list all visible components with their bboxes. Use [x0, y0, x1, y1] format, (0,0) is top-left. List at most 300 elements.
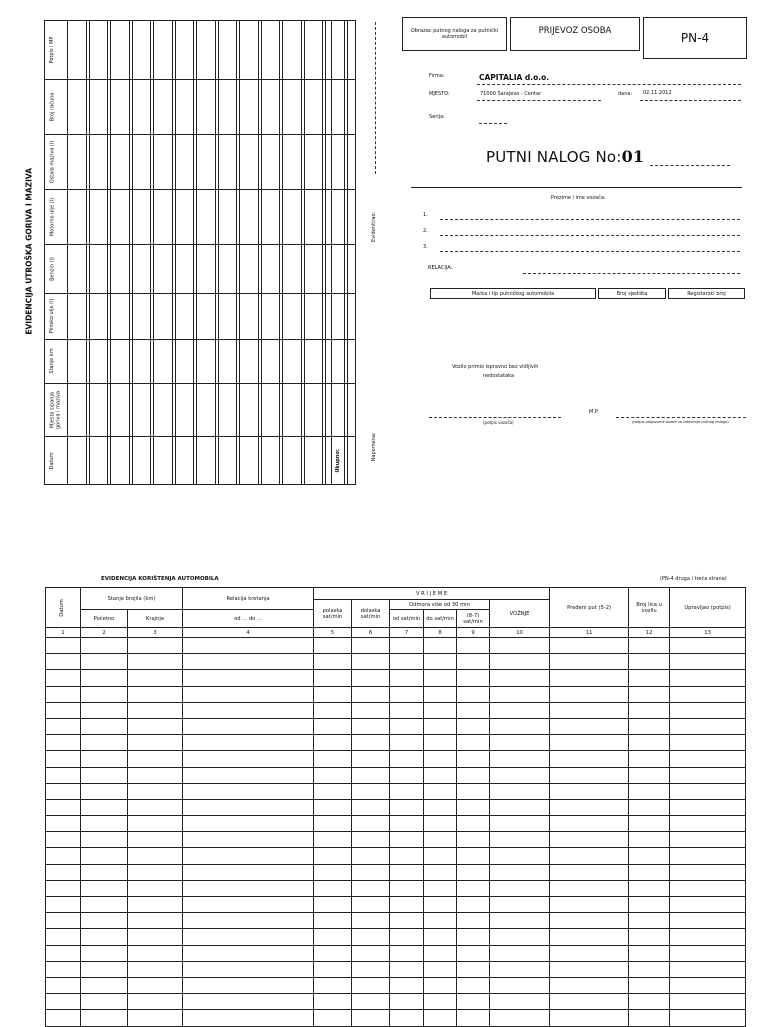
table-cell[interactable]: [550, 832, 629, 848]
table-cell[interactable]: [424, 897, 457, 913]
table-cell[interactable]: [314, 848, 352, 864]
table-cell[interactable]: [424, 929, 457, 945]
table-cell[interactable]: [390, 832, 424, 848]
table-cell[interactable]: [390, 913, 424, 929]
table-cell[interactable]: [128, 929, 183, 945]
table-cell[interactable]: [550, 767, 629, 783]
table-cell[interactable]: [424, 735, 457, 751]
table-cell[interactable]: [352, 848, 390, 864]
table-cell[interactable]: [46, 702, 81, 718]
table-cell[interactable]: [550, 751, 629, 767]
table-cell[interactable]: [390, 670, 424, 686]
table-cell[interactable]: [352, 913, 390, 929]
table-cell[interactable]: [670, 977, 746, 993]
table-cell[interactable]: [183, 799, 314, 815]
table-cell[interactable]: [183, 702, 314, 718]
table-cell[interactable]: [128, 994, 183, 1010]
table-cell[interactable]: [128, 670, 183, 686]
table-cell[interactable]: [46, 945, 81, 961]
table-cell[interactable]: [670, 751, 746, 767]
table-cell[interactable]: [81, 767, 128, 783]
table-cell[interactable]: [670, 864, 746, 880]
table-cell[interactable]: [490, 945, 550, 961]
table-cell[interactable]: [670, 994, 746, 1010]
table-cell[interactable]: [128, 848, 183, 864]
table-cell[interactable]: [46, 929, 81, 945]
table-cell[interactable]: [314, 864, 352, 880]
table-cell[interactable]: [352, 702, 390, 718]
table-cell[interactable]: [352, 799, 390, 815]
table-cell[interactable]: [550, 816, 629, 832]
table-cell[interactable]: [314, 961, 352, 977]
table-cell[interactable]: [629, 670, 670, 686]
table-cell[interactable]: [352, 783, 390, 799]
table-cell[interactable]: [457, 961, 490, 977]
table-cell[interactable]: [490, 994, 550, 1010]
table-cell[interactable]: [390, 783, 424, 799]
table-cell[interactable]: [81, 848, 128, 864]
table-cell[interactable]: [352, 670, 390, 686]
table-cell[interactable]: [183, 945, 314, 961]
table-cell[interactable]: [183, 751, 314, 767]
table-cell[interactable]: [46, 654, 81, 670]
table-cell[interactable]: [183, 783, 314, 799]
table-cell[interactable]: [390, 864, 424, 880]
table-cell[interactable]: [629, 961, 670, 977]
table-cell[interactable]: [490, 702, 550, 718]
table-cell[interactable]: [128, 654, 183, 670]
table-cell[interactable]: [490, 864, 550, 880]
table-cell[interactable]: [46, 848, 81, 864]
table-cell[interactable]: [128, 913, 183, 929]
table-cell[interactable]: [81, 783, 128, 799]
table-cell[interactable]: [46, 767, 81, 783]
table-cell[interactable]: [670, 686, 746, 702]
table-cell[interactable]: [46, 832, 81, 848]
table-cell[interactable]: [81, 897, 128, 913]
table-cell[interactable]: [390, 961, 424, 977]
table-cell[interactable]: [490, 751, 550, 767]
table-cell[interactable]: [352, 832, 390, 848]
table-cell[interactable]: [629, 735, 670, 751]
table-cell[interactable]: [390, 767, 424, 783]
table-cell[interactable]: [550, 638, 629, 654]
table-cell[interactable]: [457, 654, 490, 670]
table-cell[interactable]: [424, 670, 457, 686]
table-cell[interactable]: [390, 735, 424, 751]
table-cell[interactable]: [490, 961, 550, 977]
table-cell[interactable]: [314, 686, 352, 702]
table-cell[interactable]: [128, 783, 183, 799]
table-cell[interactable]: [183, 994, 314, 1010]
table-cell[interactable]: [457, 751, 490, 767]
table-cell[interactable]: [46, 913, 81, 929]
table-cell[interactable]: [629, 848, 670, 864]
table-cell[interactable]: [424, 945, 457, 961]
table-cell[interactable]: [390, 718, 424, 734]
table-cell[interactable]: [314, 638, 352, 654]
table-cell[interactable]: [629, 767, 670, 783]
table-cell[interactable]: [457, 767, 490, 783]
table-cell[interactable]: [457, 977, 490, 993]
table-cell[interactable]: [81, 880, 128, 896]
table-cell[interactable]: [424, 816, 457, 832]
table-cell[interactable]: [457, 929, 490, 945]
table-cell[interactable]: [457, 864, 490, 880]
table-cell[interactable]: [490, 832, 550, 848]
table-cell[interactable]: [314, 832, 352, 848]
table-cell[interactable]: [629, 686, 670, 702]
table-cell[interactable]: [183, 929, 314, 945]
table-cell[interactable]: [314, 913, 352, 929]
table-cell[interactable]: [390, 880, 424, 896]
table-cell[interactable]: [550, 929, 629, 945]
table-cell[interactable]: [390, 994, 424, 1010]
table-cell[interactable]: [424, 880, 457, 896]
table-cell[interactable]: [457, 897, 490, 913]
table-cell[interactable]: [314, 799, 352, 815]
table-cell[interactable]: [81, 864, 128, 880]
table-cell[interactable]: [629, 929, 670, 945]
table-cell[interactable]: [352, 686, 390, 702]
table-cell[interactable]: [670, 897, 746, 913]
table-cell[interactable]: [457, 718, 490, 734]
table-cell[interactable]: [629, 897, 670, 913]
table-cell[interactable]: [424, 638, 457, 654]
table-cell[interactable]: [314, 670, 352, 686]
table-cell[interactable]: [314, 767, 352, 783]
table-cell[interactable]: [550, 913, 629, 929]
table-cell[interactable]: [457, 994, 490, 1010]
table-cell[interactable]: [81, 977, 128, 993]
table-cell[interactable]: [390, 929, 424, 945]
table-cell[interactable]: [424, 767, 457, 783]
table-cell[interactable]: [128, 735, 183, 751]
table-cell[interactable]: [46, 670, 81, 686]
table-cell[interactable]: [183, 864, 314, 880]
table-cell[interactable]: [390, 977, 424, 993]
table-cell[interactable]: [183, 654, 314, 670]
table-cell[interactable]: [424, 702, 457, 718]
table-cell[interactable]: [46, 880, 81, 896]
table-cell[interactable]: [81, 994, 128, 1010]
table-cell[interactable]: [128, 638, 183, 654]
table-cell[interactable]: [314, 783, 352, 799]
table-cell[interactable]: [550, 702, 629, 718]
table-cell[interactable]: [550, 977, 629, 993]
table-cell[interactable]: [352, 880, 390, 896]
table-cell[interactable]: [81, 702, 128, 718]
table-cell[interactable]: [81, 816, 128, 832]
table-cell[interactable]: [352, 994, 390, 1010]
table-cell[interactable]: [670, 945, 746, 961]
table-cell[interactable]: [629, 751, 670, 767]
table-cell[interactable]: [457, 702, 490, 718]
table-cell[interactable]: [490, 654, 550, 670]
table-cell[interactable]: [314, 654, 352, 670]
table-cell[interactable]: [352, 751, 390, 767]
table-cell[interactable]: [550, 735, 629, 751]
table-cell[interactable]: [550, 654, 629, 670]
table-cell[interactable]: [314, 751, 352, 767]
table-cell[interactable]: [128, 945, 183, 961]
table-cell[interactable]: [490, 929, 550, 945]
table-cell[interactable]: [314, 735, 352, 751]
table-cell[interactable]: [314, 702, 352, 718]
table-cell[interactable]: [670, 638, 746, 654]
table-cell[interactable]: [670, 670, 746, 686]
table-cell[interactable]: [424, 913, 457, 929]
table-cell[interactable]: [424, 718, 457, 734]
table-cell[interactable]: [490, 799, 550, 815]
table-cell[interactable]: [183, 913, 314, 929]
table-cell[interactable]: [352, 816, 390, 832]
table-cell[interactable]: [352, 767, 390, 783]
table-cell[interactable]: [314, 977, 352, 993]
table-cell[interactable]: [490, 638, 550, 654]
table-cell[interactable]: [352, 897, 390, 913]
table-cell[interactable]: [550, 670, 629, 686]
table-cell[interactable]: [629, 783, 670, 799]
table-cell[interactable]: [183, 848, 314, 864]
table-cell[interactable]: [81, 638, 128, 654]
table-cell[interactable]: [629, 864, 670, 880]
table-cell[interactable]: [629, 718, 670, 734]
table-cell[interactable]: [490, 977, 550, 993]
table-cell[interactable]: [457, 686, 490, 702]
table-cell[interactable]: [183, 816, 314, 832]
table-cell[interactable]: [46, 816, 81, 832]
table-cell[interactable]: [550, 945, 629, 961]
table-cell[interactable]: [128, 977, 183, 993]
table-cell[interactable]: [81, 735, 128, 751]
table-cell[interactable]: [183, 670, 314, 686]
table-cell[interactable]: [550, 961, 629, 977]
table-cell[interactable]: [629, 799, 670, 815]
table-cell[interactable]: [550, 783, 629, 799]
table-cell[interactable]: [46, 961, 81, 977]
table-cell[interactable]: [670, 799, 746, 815]
table-cell[interactable]: [390, 654, 424, 670]
table-cell[interactable]: [46, 638, 81, 654]
table-cell[interactable]: [457, 816, 490, 832]
table-cell[interactable]: [490, 686, 550, 702]
table-cell[interactable]: [314, 718, 352, 734]
table-cell[interactable]: [457, 783, 490, 799]
table-cell[interactable]: [670, 929, 746, 945]
table-cell[interactable]: [629, 702, 670, 718]
table-cell[interactable]: [81, 670, 128, 686]
table-cell[interactable]: [46, 735, 81, 751]
table-cell[interactable]: [183, 686, 314, 702]
table-cell[interactable]: [629, 977, 670, 993]
table-cell[interactable]: [352, 929, 390, 945]
table-cell[interactable]: [390, 897, 424, 913]
table-cell[interactable]: [550, 864, 629, 880]
table-cell[interactable]: [128, 832, 183, 848]
table-cell[interactable]: [670, 880, 746, 896]
table-cell[interactable]: [457, 913, 490, 929]
table-cell[interactable]: [424, 961, 457, 977]
table-cell[interactable]: [46, 994, 81, 1010]
table-cell[interactable]: [457, 799, 490, 815]
table-cell[interactable]: [128, 718, 183, 734]
table-cell[interactable]: [128, 816, 183, 832]
table-cell[interactable]: [670, 816, 746, 832]
table-cell[interactable]: [390, 945, 424, 961]
table-cell[interactable]: [352, 638, 390, 654]
table-cell[interactable]: [183, 767, 314, 783]
table-cell[interactable]: [490, 897, 550, 913]
table-cell[interactable]: [46, 799, 81, 815]
table-cell[interactable]: [46, 718, 81, 734]
table-cell[interactable]: [629, 880, 670, 896]
table-cell[interactable]: [424, 654, 457, 670]
table-cell[interactable]: [670, 848, 746, 864]
table-cell[interactable]: [390, 816, 424, 832]
table-cell[interactable]: [550, 848, 629, 864]
table-cell[interactable]: [352, 718, 390, 734]
table-cell[interactable]: [128, 880, 183, 896]
table-cell[interactable]: [390, 799, 424, 815]
table-cell[interactable]: [457, 880, 490, 896]
table-cell[interactable]: [81, 751, 128, 767]
table-cell[interactable]: [424, 848, 457, 864]
table-cell[interactable]: [629, 638, 670, 654]
table-cell[interactable]: [550, 686, 629, 702]
table-cell[interactable]: [183, 897, 314, 913]
table-cell[interactable]: [490, 767, 550, 783]
table-cell[interactable]: [629, 816, 670, 832]
table-cell[interactable]: [46, 864, 81, 880]
table-cell[interactable]: [81, 718, 128, 734]
table-cell[interactable]: [183, 977, 314, 993]
table-cell[interactable]: [629, 994, 670, 1010]
table-cell[interactable]: [390, 686, 424, 702]
table-cell[interactable]: [46, 977, 81, 993]
table-cell[interactable]: [352, 735, 390, 751]
table-cell[interactable]: [457, 945, 490, 961]
table-cell[interactable]: [629, 654, 670, 670]
table-cell[interactable]: [352, 864, 390, 880]
table-cell[interactable]: [81, 686, 128, 702]
table-cell[interactable]: [183, 718, 314, 734]
table-cell[interactable]: [81, 832, 128, 848]
table-cell[interactable]: [424, 864, 457, 880]
table-cell[interactable]: [128, 686, 183, 702]
table-cell[interactable]: [670, 702, 746, 718]
table-cell[interactable]: [46, 751, 81, 767]
table-cell[interactable]: [128, 864, 183, 880]
table-cell[interactable]: [81, 799, 128, 815]
table-cell[interactable]: [128, 897, 183, 913]
table-cell[interactable]: [314, 816, 352, 832]
table-cell[interactable]: [352, 977, 390, 993]
table-cell[interactable]: [390, 702, 424, 718]
table-cell[interactable]: [128, 799, 183, 815]
table-cell[interactable]: [490, 718, 550, 734]
table-cell[interactable]: [490, 670, 550, 686]
table-cell[interactable]: [550, 718, 629, 734]
table-cell[interactable]: [183, 880, 314, 896]
table-cell[interactable]: [490, 735, 550, 751]
table-cell[interactable]: [314, 994, 352, 1010]
table-cell[interactable]: [128, 702, 183, 718]
table-cell[interactable]: [490, 848, 550, 864]
table-cell[interactable]: [629, 913, 670, 929]
table-cell[interactable]: [457, 735, 490, 751]
table-cell[interactable]: [629, 945, 670, 961]
table-cell[interactable]: [490, 880, 550, 896]
table-cell[interactable]: [183, 735, 314, 751]
table-cell[interactable]: [424, 751, 457, 767]
table-cell[interactable]: [314, 897, 352, 913]
table-cell[interactable]: [490, 913, 550, 929]
table-cell[interactable]: [81, 654, 128, 670]
table-cell[interactable]: [390, 638, 424, 654]
table-cell[interactable]: [670, 767, 746, 783]
table-cell[interactable]: [352, 654, 390, 670]
table-cell[interactable]: [424, 783, 457, 799]
table-cell[interactable]: [457, 638, 490, 654]
table-cell[interactable]: [490, 816, 550, 832]
fuel-col-divider: [215, 21, 216, 484]
table-cell[interactable]: [670, 961, 746, 977]
table-cell[interactable]: [550, 799, 629, 815]
table-cell[interactable]: [457, 848, 490, 864]
table-cell[interactable]: [183, 832, 314, 848]
table-cell[interactable]: [128, 767, 183, 783]
table-cell[interactable]: [670, 783, 746, 799]
table-cell[interactable]: [314, 929, 352, 945]
table-cell[interactable]: [81, 913, 128, 929]
table-cell[interactable]: [670, 654, 746, 670]
table-cell[interactable]: [352, 961, 390, 977]
table-cell[interactable]: [550, 880, 629, 896]
table-cell[interactable]: [670, 913, 746, 929]
table-cell[interactable]: [128, 751, 183, 767]
table-cell[interactable]: [314, 880, 352, 896]
table-cell[interactable]: [81, 929, 128, 945]
table-cell[interactable]: [46, 686, 81, 702]
table-cell[interactable]: [81, 945, 128, 961]
table-cell[interactable]: [424, 686, 457, 702]
table-cell[interactable]: [550, 897, 629, 913]
table-cell[interactable]: [457, 832, 490, 848]
table-cell[interactable]: [390, 751, 424, 767]
table-cell[interactable]: [352, 945, 390, 961]
table-cell[interactable]: [670, 735, 746, 751]
table-cell[interactable]: [550, 994, 629, 1010]
table-cell[interactable]: [424, 832, 457, 848]
table-cell[interactable]: [46, 783, 81, 799]
table-cell[interactable]: [629, 832, 670, 848]
table-cell[interactable]: [183, 961, 314, 977]
table-cell[interactable]: [183, 638, 314, 654]
table-cell[interactable]: [81, 961, 128, 977]
table-cell[interactable]: [424, 977, 457, 993]
table-cell[interactable]: [314, 945, 352, 961]
table-cell[interactable]: [457, 670, 490, 686]
table-cell[interactable]: [46, 897, 81, 913]
table-cell[interactable]: [670, 832, 746, 848]
table-cell[interactable]: [390, 848, 424, 864]
table-cell[interactable]: [670, 718, 746, 734]
table-cell[interactable]: [424, 994, 457, 1010]
table-cell[interactable]: [128, 961, 183, 977]
table-cell[interactable]: [490, 783, 550, 799]
table-cell[interactable]: [424, 799, 457, 815]
